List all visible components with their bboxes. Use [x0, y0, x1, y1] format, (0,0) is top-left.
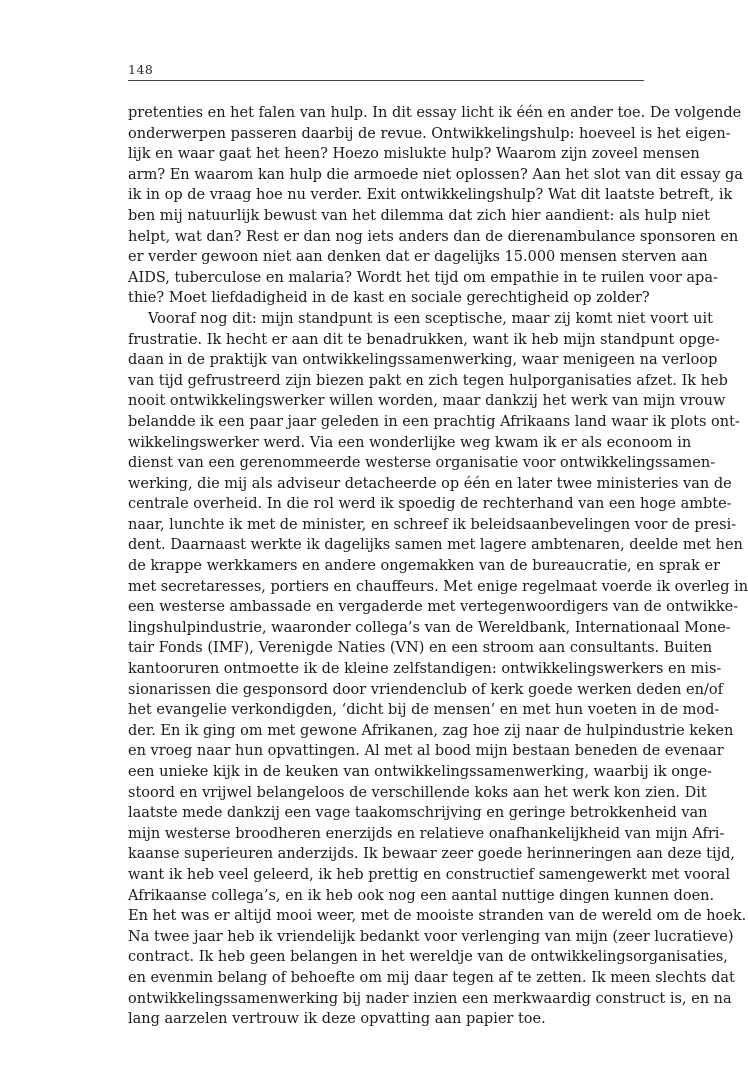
- text-line: een unieke kijk in de keuken van ontwikkelingssamenwerking, waarbij ik onge-: [128, 764, 713, 780]
- text-line: lingshulpindustrie, waaronder collega’s van de Wereldbank, Internationaal Mone-: [128, 619, 731, 636]
- text-line: laatste mede dankzij een vage taakomschrijving en geringe betrokkenheid van: [128, 805, 708, 822]
- text-line: En het was er altijd mooi weer, met de mooiste stranden van de wereld om de hoek.: [128, 908, 747, 925]
- text-line: tair Fonds (IMF), Verenigde Naties (VN) en een stroom aan consultants. Buiten: [128, 640, 713, 657]
- text-line: frustratie. Ik hecht er aan dit te benadrukken, want ik heb mijn standpunt opge-: [128, 331, 720, 348]
- text-line: het evangelie verkondigden, ‘dicht bij de mensen’ en met hun voeten in de mod-: [128, 702, 720, 719]
- text-line: sionarissen die gesponsord door vriendenclub of kerk goede werken deden en/of: [128, 681, 723, 698]
- text-line: Vooraf nog dit: mijn standpunt is een sceptische, maar zij komt niet voort uit: [148, 310, 713, 327]
- header-rule: [128, 80, 644, 81]
- text-line: Na twee jaar heb ik vriendelijk bedankt voor verlenging van mijn (zeer lucratieve): [128, 928, 734, 945]
- text-line: ben mij natuurlijk bewust van het dilemma dat zich hier aandient: als hulp niet: [128, 207, 710, 224]
- text-line: wikkelingswerker werd. Via een wonderlijke weg kwam ik er als econoom in: [128, 434, 692, 451]
- text-line: pretenties en het falen van hulp. In dit essay licht ik één en ander toe. De volgende: [128, 105, 742, 121]
- text-line: Afrikaanse collega’s, en ik heb ook nog een aantal nuttige dingen kunnen doen.: [128, 887, 715, 904]
- text-line: daan in de praktijk van ontwikkelingssamenwerking, waar menigeen na verloop: [128, 352, 718, 369]
- text-line: lang aarzelen vertrouw ik deze opvatting aan papier toe.: [128, 1011, 546, 1028]
- text-line: ontwikkelingssamenwerking bij nader inzien een merkwaardig construct is, en na: [128, 990, 732, 1007]
- text-line: der. En ik ging om met gewone Afrikanen, zag hoe zij naar de hulpindustrie keken: [128, 722, 734, 739]
- text-line: dent. Daarnaast werkte ik dagelijks samen met lagere ambtenaren, deelde met hen: [128, 537, 743, 554]
- text-line: mijn westerse broodheren enerzijds en relatieve onafhankelijkheid van mijn Afri-: [128, 825, 725, 842]
- text-line: ik in op de vraag hoe nu verder. Exit ontwikkelingshulp? Wat dit laatste betreft, ik: [128, 187, 733, 204]
- body-text: [128, 103, 748, 1030]
- text-line: helpt, wat dan? Rest er dan nog iets anders dan de dierenambulance sponsoren en: [128, 228, 739, 245]
- text-line: werking, die mij als adviseur detacheerde op één en later twee ministeries van de: [128, 475, 732, 492]
- text-line: en vroeg naar hun opvattingen. Al met al bood mijn bestaan beneden de evenaar: [128, 743, 724, 760]
- text-line: belandde ik een paar jaar geleden in een prachtig Afrikaans land waar ik plots ont-: [128, 413, 740, 430]
- text-line: en evenmin belang of behoefte om mij daar tegen af te zetten. Ik meen slechts dat: [128, 969, 735, 986]
- text-line: AIDS, tuberculose en malaria? Wordt het tijd om empathie in te ruilen voor apa-: [128, 269, 718, 286]
- text-line: met secretaresses, portiers en chauffeurs. Met enige regelmaat voerde ik overleg in: [128, 578, 748, 595]
- text-line: kaanse superieuren anderzijds. Ik bewaar zeer goede herinneringen aan deze tijd,: [128, 846, 736, 863]
- text-line: kantooruren ontmoette ik de kleine zelfstandigen: ontwikkelingswerkers en mis-: [128, 661, 722, 678]
- text-line: stoord en vrijwel belangeloos de verschillende koks aan het werk kon zien. Dit: [128, 784, 707, 801]
- text-line: arm? En waarom kan hulp die armoede niet oplossen? Aan het slot van dit essay ga: [128, 166, 743, 183]
- text-line: naar, lunchte ik met de minister, en schreef ik beleidsaanbevelingen voor de presi-: [128, 516, 737, 533]
- page-number: 148: [128, 62, 154, 77]
- paragraph: [128, 309, 748, 1030]
- text-line: contract. Ik heb geen belangen in het wereldje van de ontwikkelingsorganisaties,: [128, 949, 728, 966]
- text-line: want ik heb veel geleerd, ik heb prettig en constructief samengewerkt met vooral: [128, 866, 730, 883]
- text-line: lijk en waar gaat het heen? Hoezo mislukte hulp? Waarom zijn zoveel mensen: [128, 146, 700, 163]
- text-line: onderwerpen passeren daarbij de revue. Ontwikkelingshulp: hoeveel is het eigen-: [128, 125, 731, 142]
- text-line: dienst van een gerenommeerde westerse organisatie voor ontwikkelingssamen-: [128, 455, 716, 472]
- text-line: nooit ontwikkelingswerker willen worden, maar dankzij het werk van mijn vrouw: [128, 393, 726, 410]
- paragraph: [128, 103, 743, 309]
- text-line: thie? Moet liefdadigheid in de kast en sociale gerechtigheid op zolder?: [128, 290, 650, 307]
- text-line: er verder gewoon niet aan denken dat er dagelijks 15.000 mensen sterven aan: [128, 249, 708, 266]
- text-line: een westerse ambassade en vergaderde met vertegenwoordigers van de ontwikke-: [128, 599, 739, 616]
- text-line: centrale overheid. In die rol werd ik spoedig de rechterhand van een hoge ambte-: [128, 496, 732, 513]
- text-line: van tijd gefrustreerd zijn biezen pakt en zich tegen hulporganisaties afzet. Ik heb: [128, 372, 728, 389]
- text-line: de krappe werkkamers en andere ongemakken van de bureaucratie, en sprak er: [128, 558, 721, 575]
